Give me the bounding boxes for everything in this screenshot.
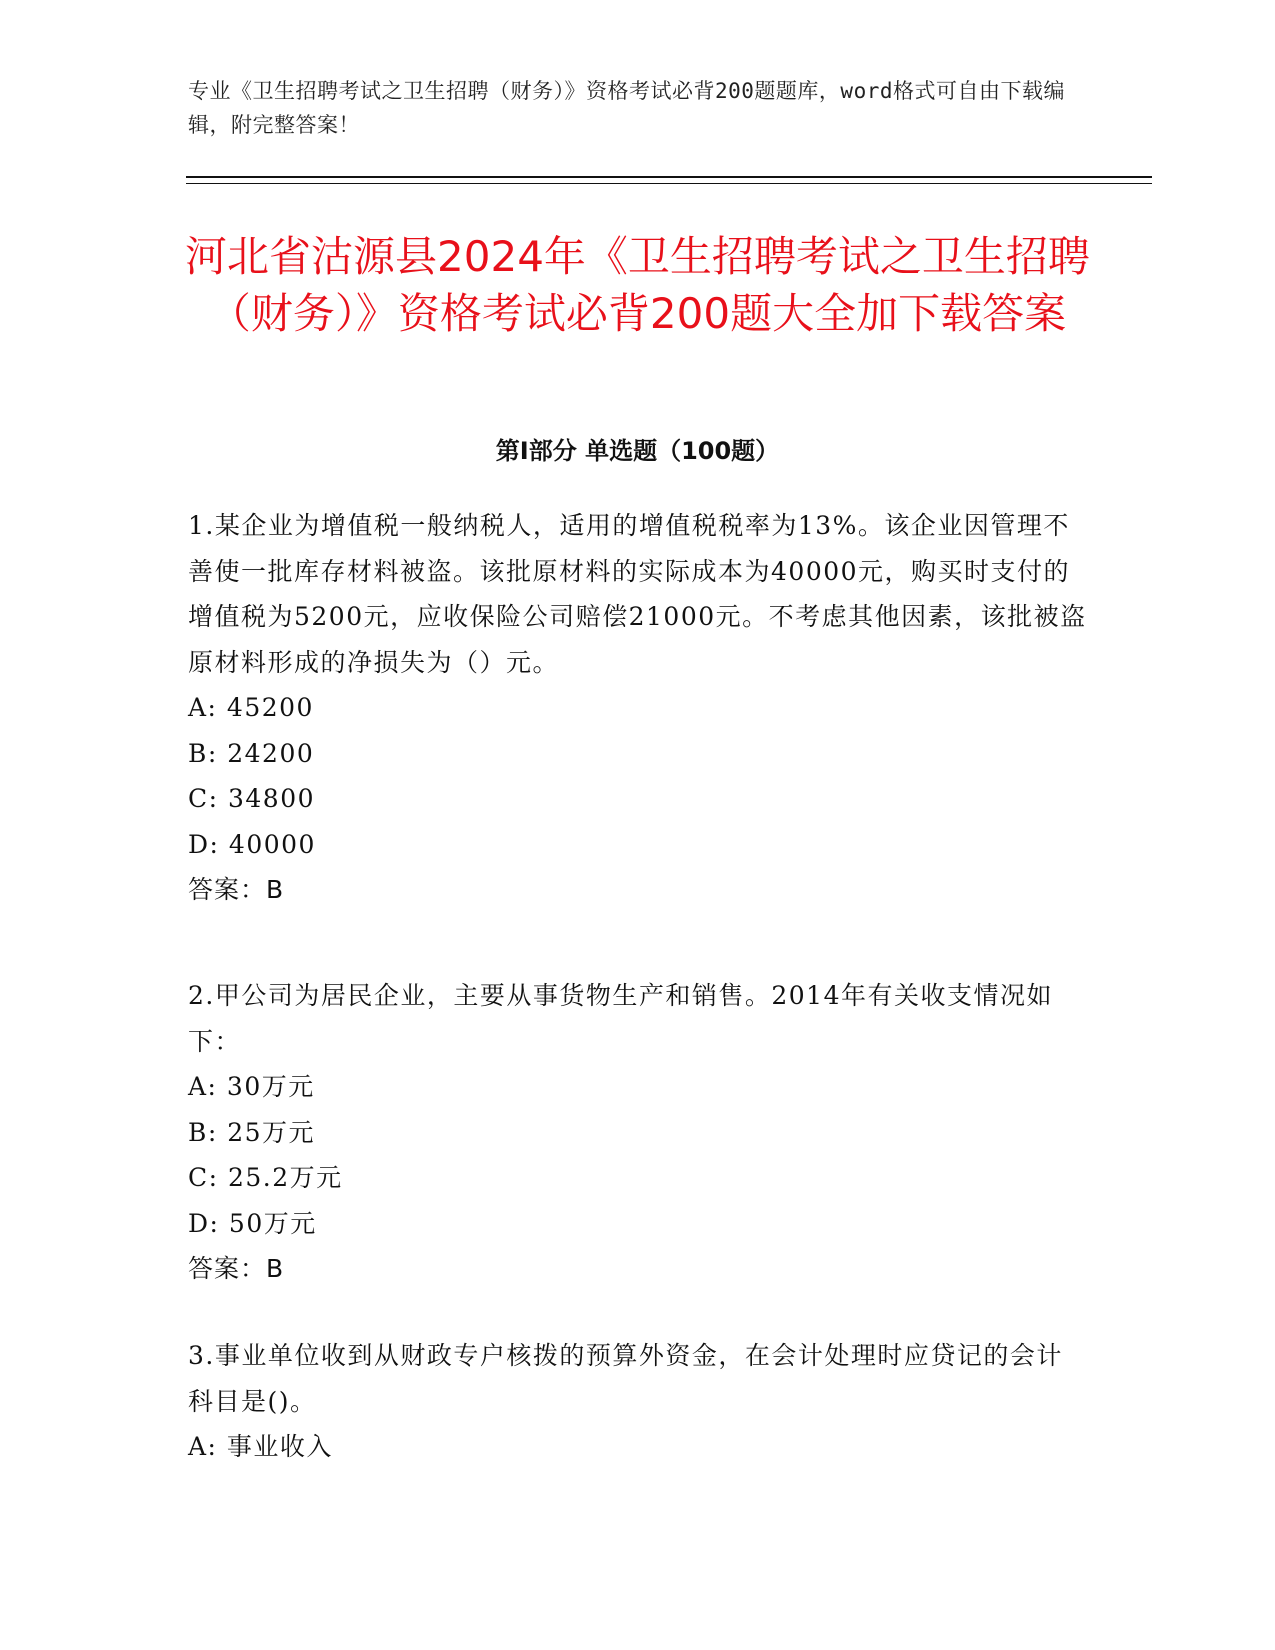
option-c: C: 25.2万元 — [188, 1163, 343, 1192]
question-stem: 2.甲公司为居民企业，主要从事货物生产和销售。2014年有关收支情况如下： — [188, 981, 1053, 1056]
question-1 — [188, 503, 1088, 913]
header-divider-thick — [186, 176, 1152, 178]
header-note: 专业《卫生招聘考试之卫生招聘（财务）》资格考试必背200题题库，word格式可自由下载编辑，附完整答案！ — [188, 79, 1065, 137]
section-heading: 第I部分 单选题（100题） — [495, 437, 780, 465]
question-2 — [188, 973, 1088, 1292]
question-3 — [188, 1333, 1088, 1470]
answer: 答案：B — [188, 1254, 285, 1283]
option-c: C: 34800 — [188, 784, 316, 813]
answer: 答案：B — [188, 875, 285, 904]
header-divider-thin — [186, 183, 1152, 184]
document-title: 河北省沽源县2024年《卫生招聘考试之卫生招聘（财务）》资格考试必背200题大全加下载答案 — [185, 232, 1090, 338]
option-a: A: 45200 — [188, 693, 314, 722]
option-b: B: 25万元 — [188, 1117, 316, 1147]
option-d: D: 50万元 — [188, 1208, 317, 1238]
question-stem: 1.某企业为增值税一般纳税人，适用的增值税税率为13%。该企业因管理不善使一批库存材料被盗。该批原材料的实际成本为40000元，购买时支付的增值税为5200元，应收保险公司赔偿21000元。不考虑其他因素，该批被盗原材料形成的净损失为（）元。 — [188, 511, 1087, 677]
question-stem: 3.事业单位收到从财政专户核拨的预算外资金，在会计处理时应贷记的会计科目是()。 — [188, 1341, 1063, 1416]
option-d: D: 40000 — [188, 829, 316, 859]
option-a: A: 事业收入 — [188, 1432, 333, 1461]
option-a: A: 30万元 — [188, 1072, 315, 1101]
option-b: B: 24200 — [188, 738, 315, 768]
